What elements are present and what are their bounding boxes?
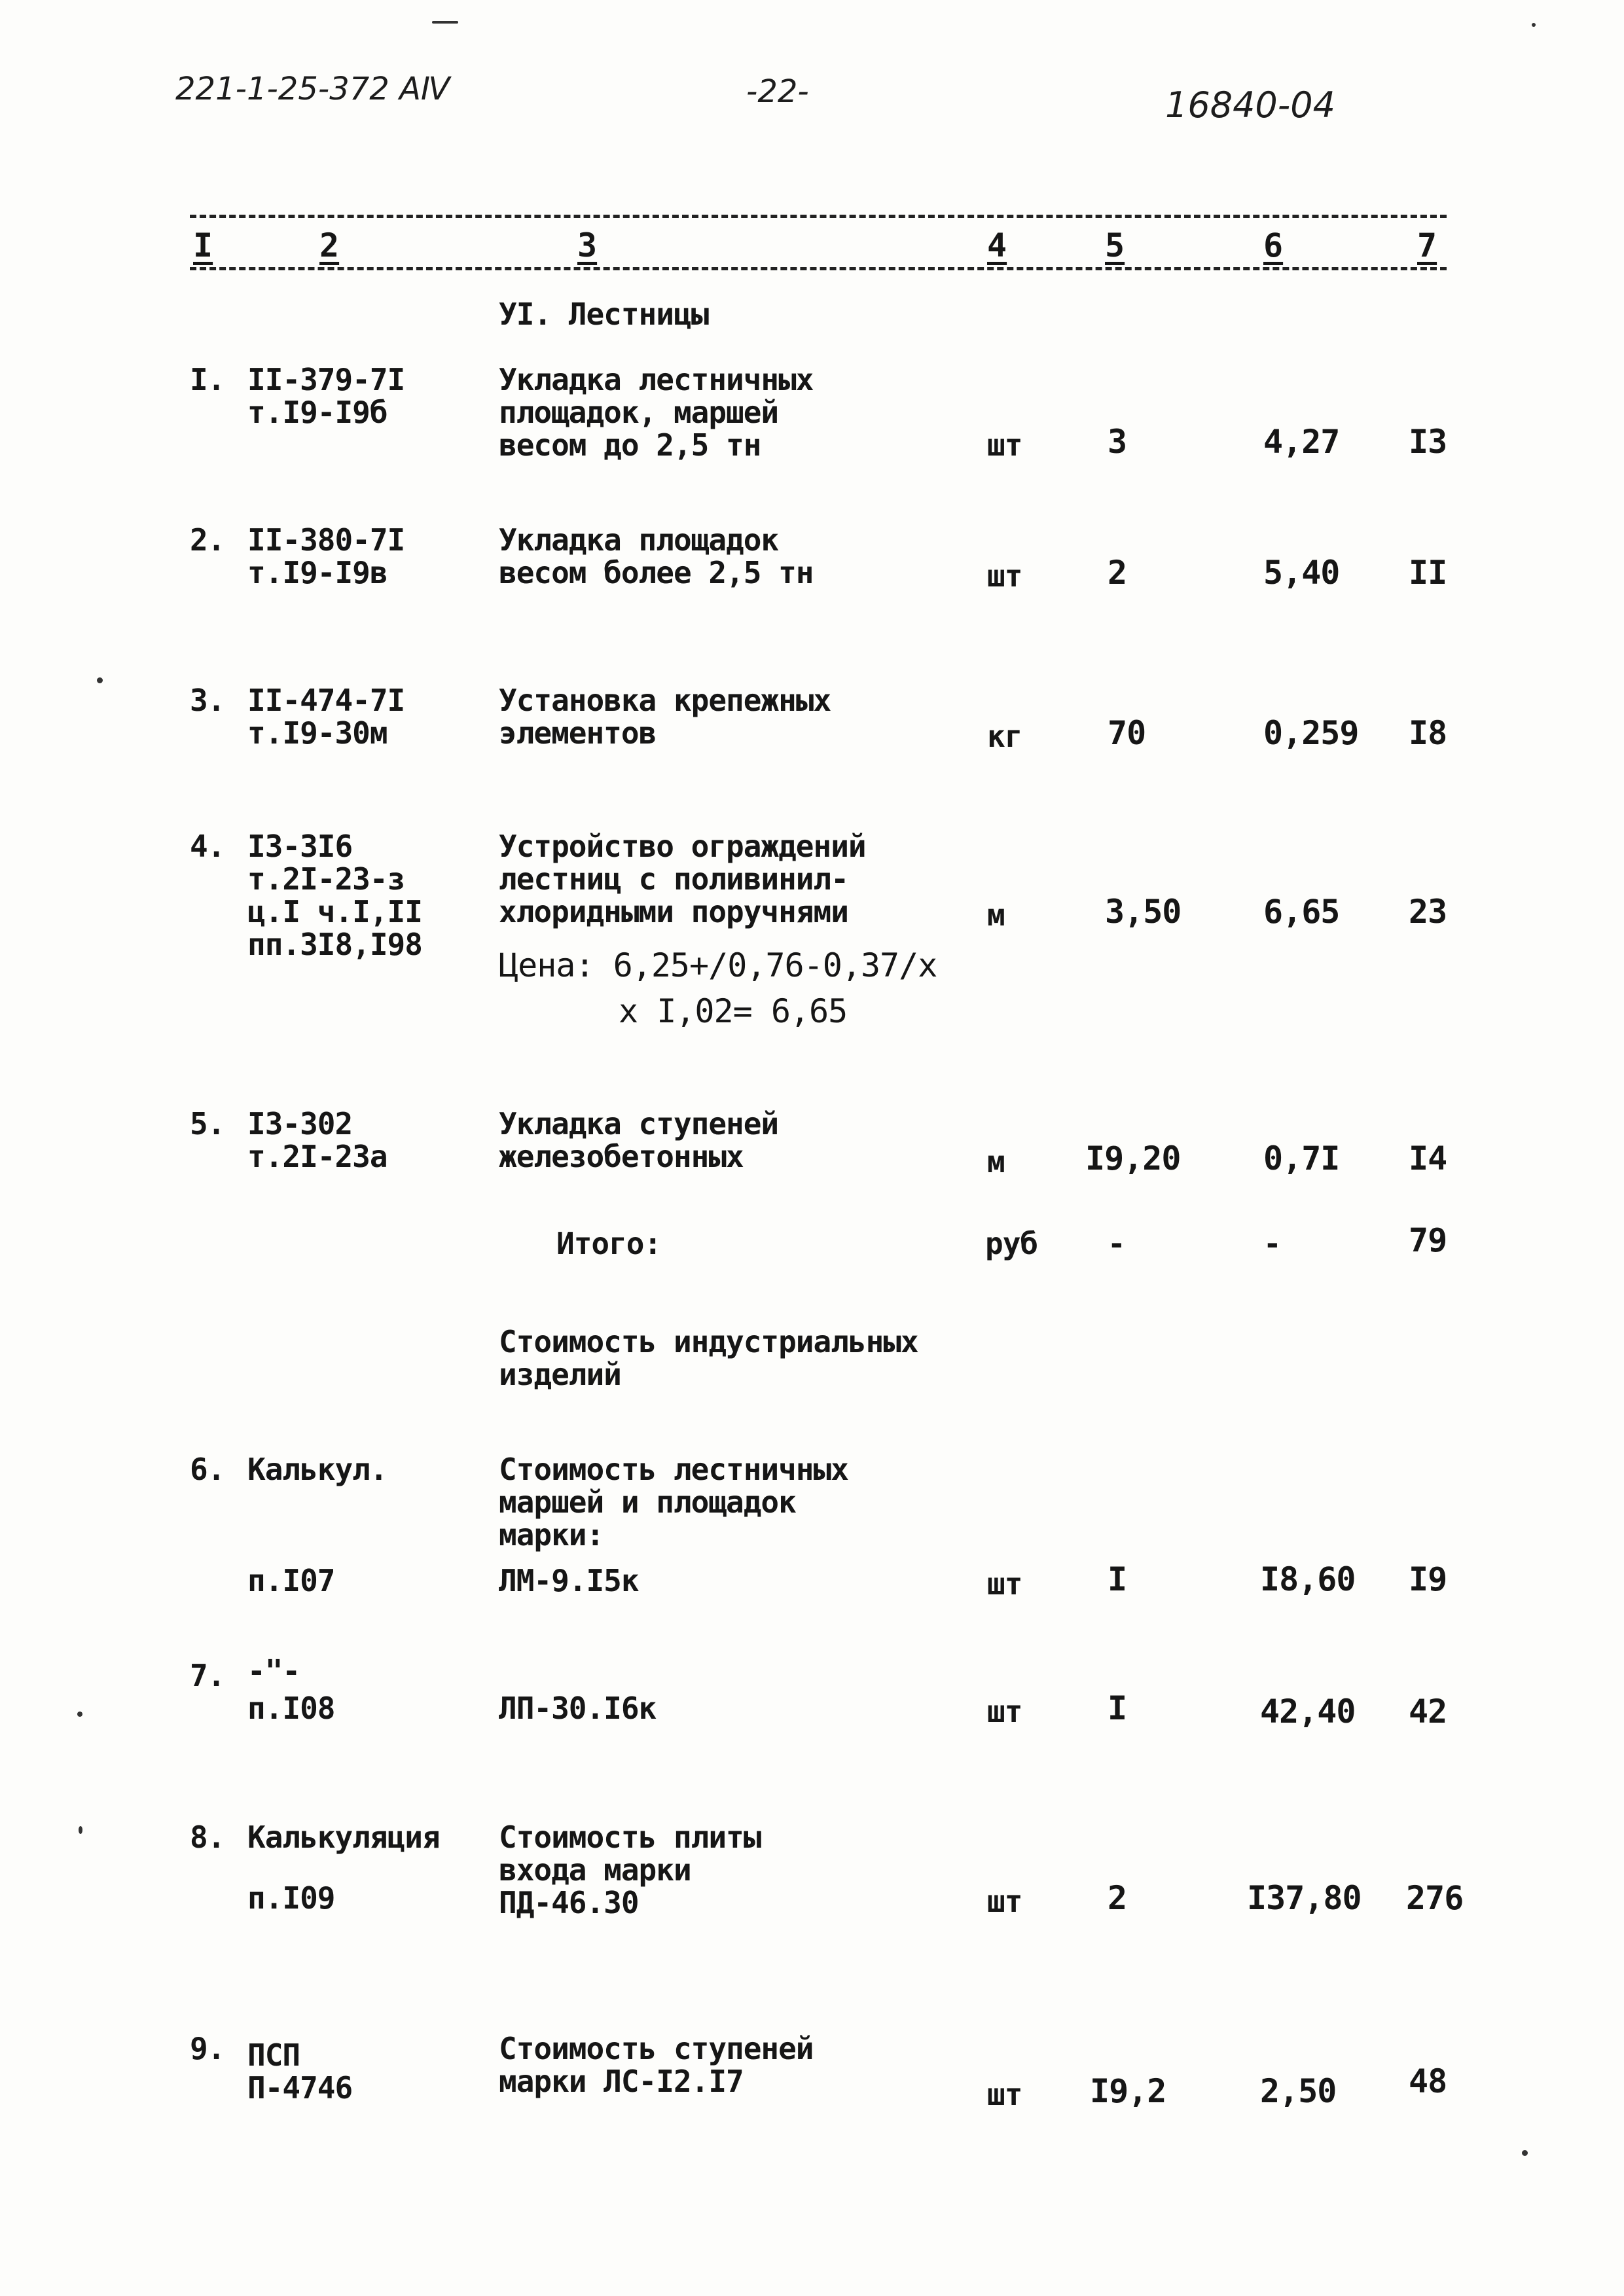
row-price: I8,60 [1260,1560,1356,1598]
price-note-line2: х I,02= 6,65 [619,992,848,1030]
row-code: п.I08 [247,1691,335,1726]
inventory-number: 16840-04 [1165,84,1335,126]
row-unit: шт [987,558,1022,594]
price-note-line1: Цена: 6,25+/0,76-0,37/х [499,946,937,984]
total-label: Итого: [556,1226,662,1261]
row-sum: 48 [1409,2062,1447,2100]
row-price: 42,40 [1260,1693,1356,1731]
total-sum: 79 [1409,1221,1447,1259]
row-sum: I8 [1409,714,1447,752]
row-description: ЛП-30.I6к [499,1691,657,1726]
scan-speck [97,677,103,683]
row-quantity: 2 [1108,1879,1127,1917]
row-sum: 42 [1409,1693,1447,1731]
row-unit: шт [987,1884,1022,1919]
row-number: I. [190,362,225,397]
row-code-top: Калькуляция [247,1820,440,1855]
row-description: Стоимость плиты входа марки ПД-46.30 [499,1820,761,1920]
row-quantity: I9,20 [1085,1139,1181,1177]
row-price: 4,27 [1263,423,1340,461]
row-number: 4. [190,829,225,864]
row-price: I37,80 [1247,1879,1362,1917]
row-number: 7. [190,1658,225,1693]
section-title: УI. Лестницы [499,296,709,332]
column-header-4: 4 [987,226,1007,264]
row-sum: I9 [1409,1560,1447,1598]
industrial-section-title: Стоимость индустриальных изделий [499,1324,918,1392]
row-code-top: -"- [247,1653,300,1689]
row-quantity: 3 [1108,423,1127,461]
row-code: ПСП П-4746 [247,2037,353,2106]
row-description: Укладка площадок весом более 2,5 тн [499,522,814,590]
row-code: п.I09 [247,1880,335,1916]
row-description: Устройство ограждений лестниц с поливинил- хлоридными поручнями [499,829,866,929]
row-unit: шт [987,1566,1022,1602]
row-sum: II [1409,554,1447,592]
row-number: 6. [190,1452,225,1487]
row-number: 9. [190,2031,225,2066]
column-header-7: 7 [1417,226,1437,264]
row-number: 5. [190,1106,225,1141]
scan-speck [77,1712,82,1717]
row-sum: 23 [1409,893,1447,931]
scan-speck [432,21,458,24]
total-price: - [1263,1226,1281,1261]
header-top-rule [190,215,1447,218]
row-number: 3. [190,683,225,718]
row-code: I3-302 т.2I-23а [247,1106,388,1174]
row-unit: м [987,897,1005,933]
row-description: Укладка ступеней железобетонных [499,1106,779,1174]
document-code: 221-1-25-372 АⅣ [175,71,450,107]
column-header-2: 2 [319,226,340,264]
row-code: I3-3I6 т.2I-23-з ц.I ч.I,II пп.3I8,I98 [247,829,422,962]
row-sum: I4 [1409,1139,1447,1177]
column-header-3: 3 [577,226,598,264]
row-price: 6,65 [1263,893,1340,931]
row-unit: кг [987,719,1022,754]
row-sum: I3 [1409,423,1447,461]
row-code: II-379-7I т.I9-I9б [247,362,405,430]
header-bottom-rule [190,267,1447,270]
row-unit: шт [987,2077,1022,2112]
row-description: Стоимость ступеней марки ЛС-I2.I7 [499,2031,814,2099]
scan-speck [79,1826,82,1834]
column-header-1: I [193,226,213,264]
row-number: 8. [190,1820,225,1855]
row-code: II-474-7I т.I9-30м [247,683,405,751]
row-quantity: 3,50 [1105,893,1182,931]
column-header-6: 6 [1263,226,1284,264]
row-code: II-380-7I т.I9-I9в [247,522,405,590]
row-unit: м [987,1144,1005,1179]
row-price: 5,40 [1263,554,1340,592]
row-description: Укладка лестничных площадок, маршей весом до 2,5 тн [499,362,814,463]
row-quantity: I9,2 [1090,2072,1166,2110]
row-unit: шт [987,1694,1022,1729]
row-code: п.I07 [247,1563,335,1598]
row-unit: шт [987,427,1022,463]
scan-speck [1522,2150,1528,2156]
row-quantity: 2 [1108,554,1127,592]
row-quantity: I [1108,1689,1127,1727]
total-unit: руб [985,1226,1038,1261]
row-price: 2,50 [1260,2072,1337,2110]
scan-speck [1532,23,1536,27]
row-description: ЛМ-9.I5к [499,1563,639,1598]
row-description: Установка крепежных элементов [499,683,831,751]
column-header-5: 5 [1105,226,1125,264]
row-price: 0,7I [1263,1139,1340,1177]
row-code-top: Калькул. [247,1452,388,1487]
row-description-top: Стоимость лестничных маршей и площадок марки: [499,1452,848,1552]
page-number: -22- [746,73,809,110]
row-number: 2. [190,522,225,558]
row-sum: 276 [1406,1879,1464,1917]
row-price: 0,259 [1263,714,1359,752]
row-quantity: I [1108,1560,1127,1598]
row-quantity: 70 [1108,714,1146,752]
total-quantity: - [1108,1226,1125,1261]
